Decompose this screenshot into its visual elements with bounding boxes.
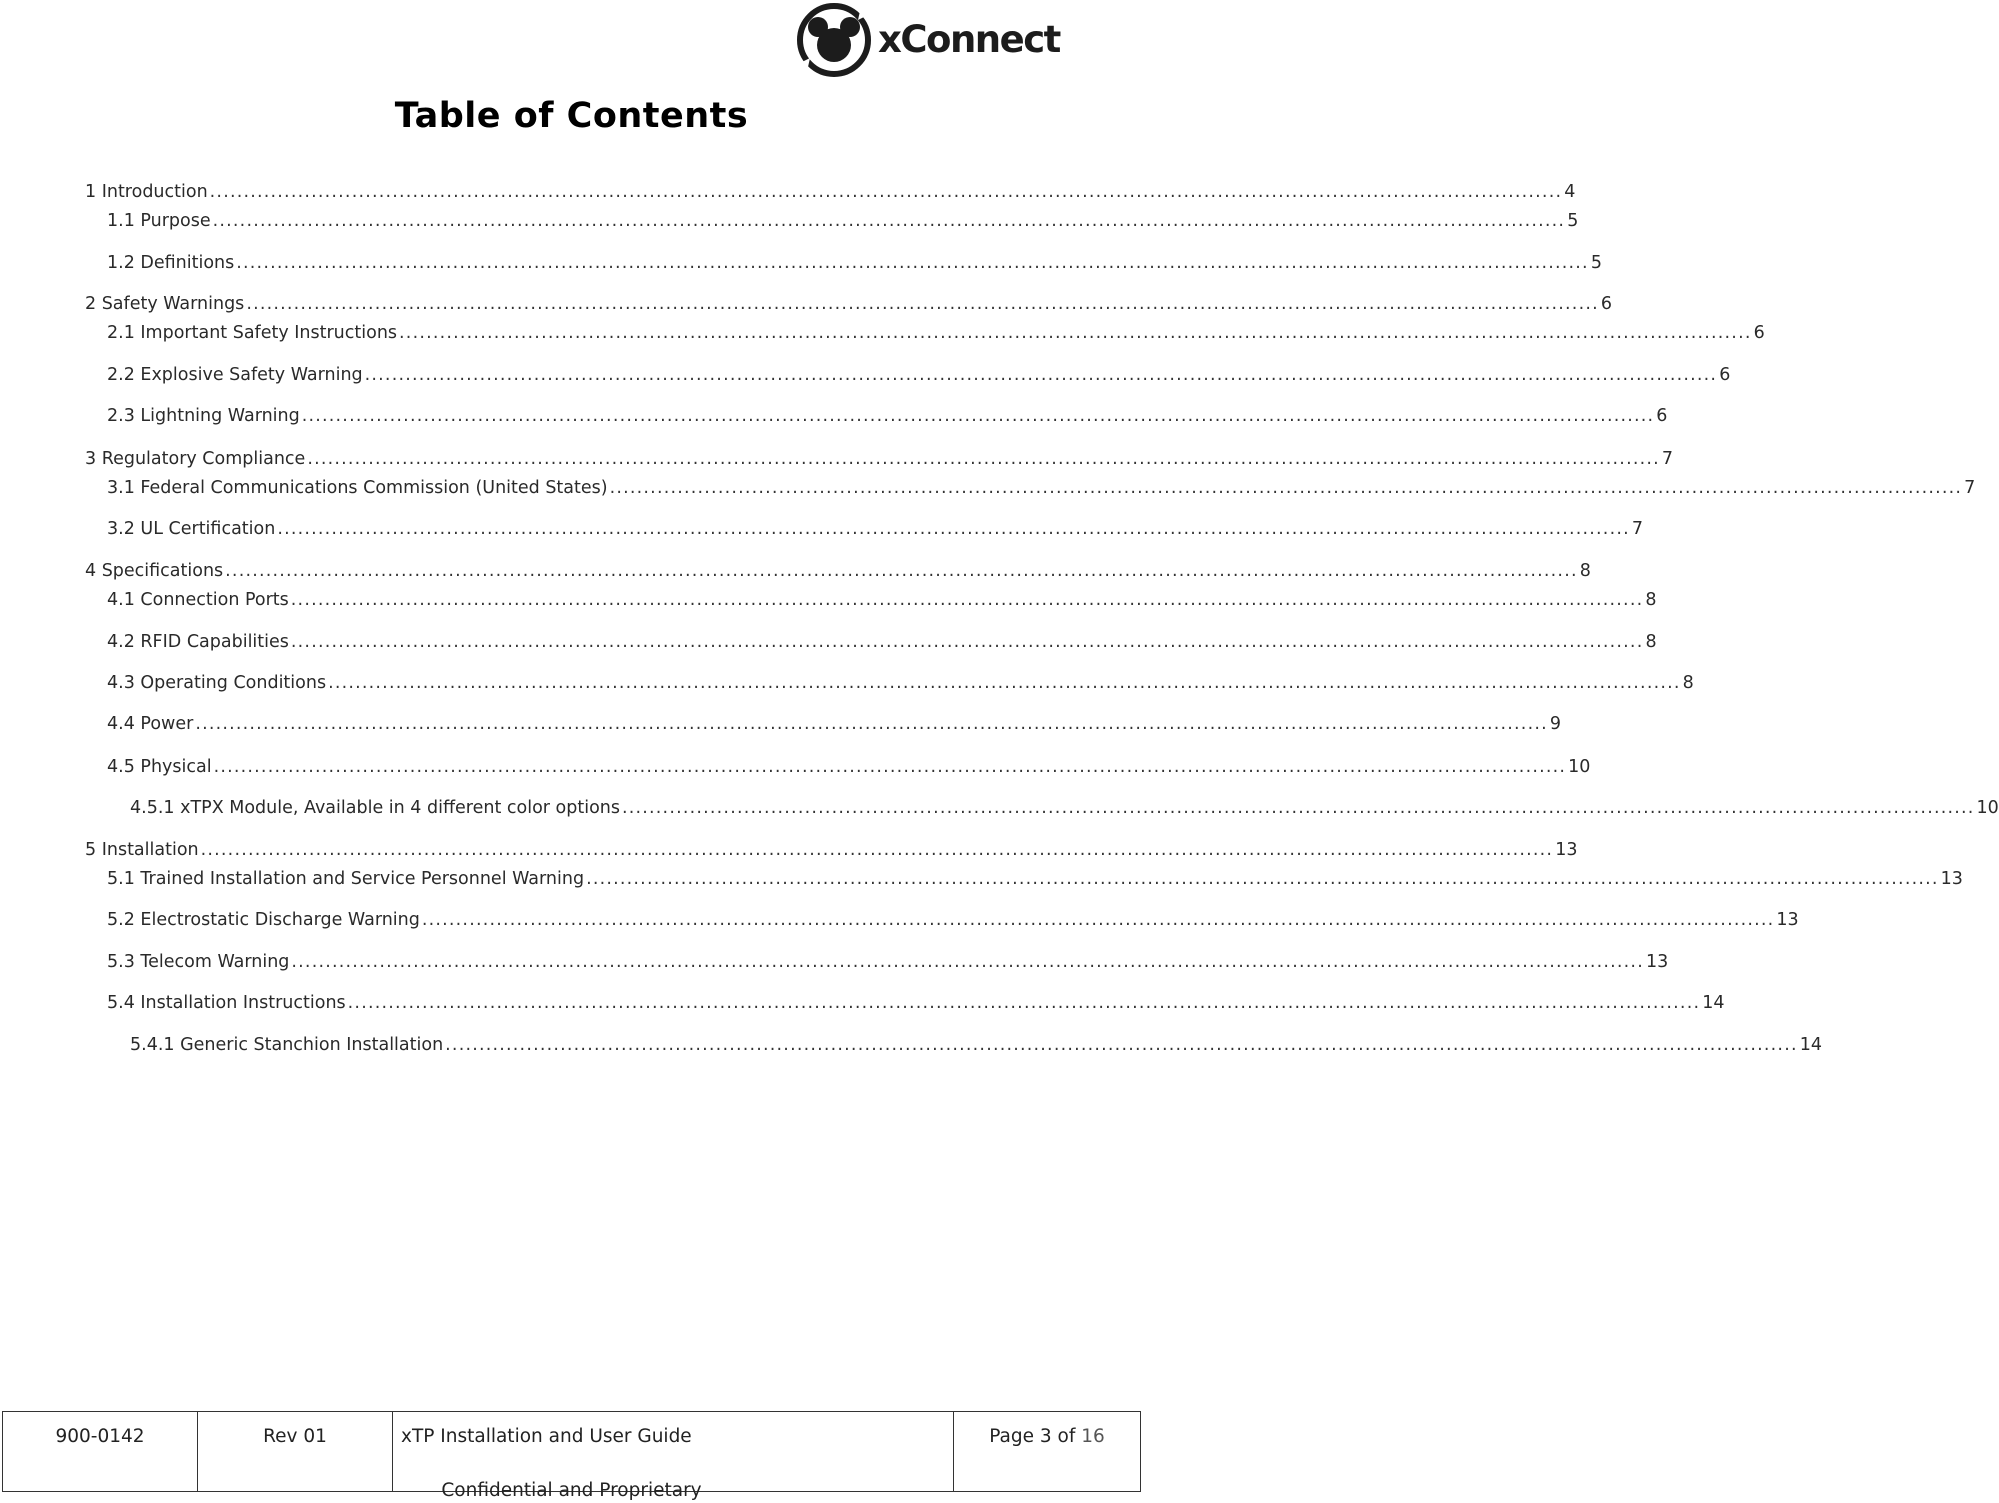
toc-entry-page: 6 (1719, 365, 1731, 385)
doc-title: xTP Installation and User Guide (393, 1412, 954, 1492)
toc-leader-dots: ........................................................................................................................................................................................................ (328, 673, 1681, 693)
page-indicator-prefix: Page 3 of (989, 1426, 1076, 1447)
toc-entry[interactable] (107, 322, 1765, 344)
toc-entry-page: 9 (1549, 714, 1562, 734)
toc-entry-page: 13 (1940, 869, 1963, 889)
toc-entry[interactable] (107, 518, 1644, 540)
toc-entry-label: 4.1 Connection Ports (107, 590, 289, 610)
toc-entry-label: 5.4.1 Generic Stanchion Installation (130, 1035, 444, 1055)
toc-entry[interactable] (107, 909, 1799, 931)
toc-leader-dots: ........................................................................................................................................................................................................ (212, 211, 1566, 231)
toc-entry-page: 5 (1567, 211, 1579, 231)
toc-entry-page: 13 (1555, 840, 1578, 860)
toc-leader-dots: ........................................................................................................................................................................................................ (277, 519, 1630, 539)
toc-leader-dots: ........................................................................................................................................................................................................ (301, 406, 1655, 426)
revision: Rev 01 (198, 1412, 393, 1492)
toc-entry[interactable] (107, 672, 1694, 694)
toc-entry-page: 14 (1702, 993, 1725, 1013)
toc-entry[interactable] (107, 252, 1602, 274)
toc-leader-dots: ........................................................................................................................................................................................................ (445, 1035, 1798, 1055)
toc-leader-dots: ........................................................................................................................................................................................................ (291, 952, 1644, 972)
toc-entry-page: 10 (1568, 757, 1591, 777)
toc-leader-dots: ........................................................................................................................................................................................................ (246, 294, 1599, 314)
toc-entry-label: 3.1 Federal Communications Commission (United States) (107, 478, 608, 498)
toc-leader-dots: ........................................................................................................................................................................................................ (200, 840, 1554, 860)
toc-entry[interactable] (107, 631, 1657, 653)
toc-entry-page: 13 (1776, 910, 1799, 930)
toc-entry[interactable] (130, 797, 1999, 819)
toc-leader-dots: ........................................................................................................................................................................................................ (225, 561, 1578, 581)
toc-entry-label: 4.2 RFID Capabilities (107, 632, 289, 652)
toc-entry-page: 4 (1564, 182, 1576, 202)
toc-leader-dots: ........................................................................................................................................................................................................ (290, 632, 1644, 652)
toc-entry-label: 4.5 Physical (107, 757, 212, 777)
logo-wordmark: xConnect (878, 17, 1060, 61)
toc-entry-page: 8 (1645, 632, 1657, 652)
toc-entry-label: 4.5.1 xTPX Module, Available in 4 different color options (130, 798, 620, 818)
toc-entry-page: 6 (1600, 294, 1613, 314)
toc-entry[interactable] (107, 992, 1725, 1014)
toc-entry-label: 5.4 Installation Instructions (107, 993, 346, 1013)
toc-leader-dots: ........................................................................................................................................................................................................ (586, 869, 1939, 889)
toc-entry-page: 14 (1799, 1035, 1823, 1055)
toc-entry-page: 7 (1964, 478, 1976, 498)
toc-leader-dots: ........................................................................................................................................................................................................ (213, 757, 1567, 777)
toc-entry[interactable] (85, 448, 1674, 470)
toc-leader-dots: ........................................................................................................................................................................................................ (609, 478, 1963, 498)
toc-entry-label: 1.2 Definitions (107, 253, 235, 273)
toc-entry-label: 2 Safety Warnings (85, 294, 245, 314)
toc-entry-label: 4.4 Power (107, 714, 194, 734)
toc-entry-label: 4.3 Operating Conditions (107, 673, 327, 693)
toc-entry-page: 10 (1976, 798, 1999, 818)
toc-entry-label: 2.1 Important Safety Instructions (107, 323, 398, 343)
toc-leader-dots: ........................................................................................................................................................................................................ (421, 910, 1775, 930)
toc-entry-label: 5.3 Telecom Warning (107, 952, 290, 972)
toc-leader-dots: ........................................................................................................................................................................................................ (236, 253, 1589, 273)
toc-entry-page: 6 (1656, 406, 1668, 426)
toc-entry-label: 1 Introduction (85, 182, 208, 202)
toc-entry-label: 5 Installation (85, 840, 199, 860)
toc-entry-page: 5 (1590, 253, 1602, 273)
confidential-notice: Confidential and Proprietary (441, 1480, 702, 1501)
toc-entry[interactable] (107, 210, 1579, 232)
toc-leader-dots: ........................................................................................................................................................................................................ (307, 449, 1660, 469)
toc-entry[interactable] (107, 868, 1963, 890)
toc-entry[interactable] (107, 589, 1657, 611)
toc-entry-label: 4 Specifications (85, 561, 224, 581)
toc-leader-dots: ........................................................................................................................................................................................................ (621, 798, 1975, 818)
toc-entry[interactable] (107, 364, 1731, 386)
doc-number: 900-0142 (3, 1412, 198, 1492)
toc-entry-page: 13 (1645, 952, 1669, 972)
toc-entry[interactable] (85, 560, 1591, 582)
toc-leader-dots: ........................................................................................................................................................................................................ (399, 323, 1752, 343)
toc-entry-page: 8 (1645, 590, 1657, 610)
toc-entry[interactable] (107, 951, 1669, 973)
toc-entry[interactable] (130, 1034, 1823, 1056)
toc-entry[interactable] (107, 756, 1591, 778)
toc-entry-page: 6 (1753, 323, 1765, 343)
toc-entry[interactable] (85, 839, 1578, 861)
toc-entry-label: 3.2 UL Certification (107, 519, 276, 539)
toc-entry-page: 8 (1579, 561, 1591, 581)
toc-entry-label: 2.3 Lightning Warning (107, 406, 300, 426)
toc-entry-page: 8 (1682, 673, 1694, 693)
page-total: 16 (1081, 1426, 1105, 1447)
toc-entry-page: 7 (1631, 519, 1644, 539)
toc-entry-label: 3 Regulatory Compliance (85, 449, 306, 469)
toc-entry-label: 5.1 Trained Installation and Service Personnel Warning (107, 869, 585, 889)
toc-leader-dots: ........................................................................................................................................................................................................ (290, 590, 1644, 610)
toc-leader-dots: ........................................................................................................................................................................................................ (347, 993, 1701, 1013)
toc-entry[interactable] (85, 293, 1613, 315)
toc-entry-label: 5.2 Electrostatic Discharge Warning (107, 910, 420, 930)
toc-entry-label: 1.1 Purpose (107, 211, 211, 231)
toc-leader-dots: ........................................................................................................................................................................................................ (209, 182, 1563, 202)
toc-entry[interactable] (107, 405, 1668, 427)
toc-entry[interactable] (107, 713, 1562, 735)
toc-leader-dots: ........................................................................................................................................................................................................ (364, 365, 1718, 385)
toc-entry-page: 7 (1661, 449, 1674, 469)
toc-entry[interactable] (107, 477, 1976, 499)
toc-entry[interactable] (85, 181, 1576, 203)
page-title: Table of Contents (394, 96, 749, 136)
toc-entry-label: 2.2 Explosive Safety Warning (107, 365, 363, 385)
toc-leader-dots: ........................................................................................................................................................................................................ (195, 714, 1548, 734)
